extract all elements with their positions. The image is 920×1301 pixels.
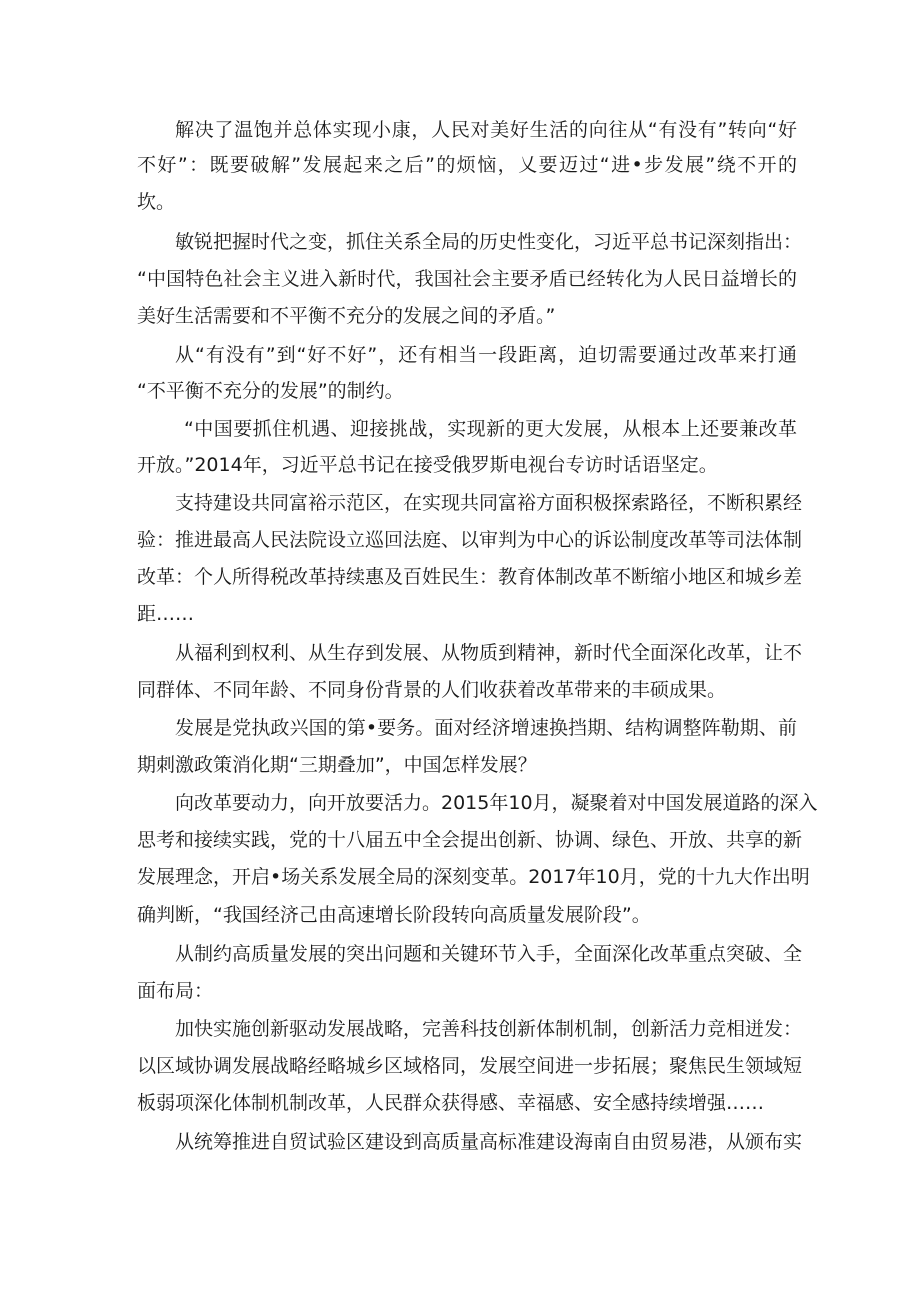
text-line: 面布局： — [137, 980, 214, 1002]
text-line: 验：推进最高人民法院设立巡回法庭、以审判为中心的诉讼制度改革等司法体制 — [137, 529, 803, 551]
text-line: 解决了温饱并总体实现小康，人民对美好生活的向往从“有没有”转向“好 — [175, 119, 797, 141]
text-line: 坎。 — [137, 191, 176, 213]
text-line: 从统筹推进自贸试验区建设到高质量高标准建设海南自由贸易港，从颁布实 — [175, 1131, 803, 1153]
text-line: 支持建设共同富裕示范区，在实现共同富裕方面积极探索路径，不断积累经 — [175, 492, 803, 514]
text-line: 思考和接续实践，党的十八届五中全会提出创新、协调、绿色、开放、共享的新 — [137, 829, 803, 851]
text-line: 期刺激政策消化期“三期叠加”，中国怎样发展？ — [137, 754, 537, 776]
text-line: 敏锐把握时代之变，抓住关系全局的历史性变化，习近平总书记深刻指出： — [175, 231, 803, 253]
text-line: 板弱项深化体制机制改革，人民群众获得感、幸福感、安全感持续增强…… — [137, 1092, 765, 1114]
text-line: “不平衡不充分的发展”的制约。 — [137, 380, 404, 402]
text-line: 加快实施创新驱动发展战略，完善科技创新体制机制，创新活力竞相迸发： — [175, 1018, 803, 1040]
text-line: 向改革要动力，向开放要活力。2015年10月，凝聚着对中国发展道路的深入 — [175, 792, 818, 814]
text-line: “中国要抓住机遇、迎接挑战，实现新的更大发展，从根本上还要兼改革 — [184, 418, 797, 440]
text-line: 以区域协调发展战略经略城乡区域格同，发展空间进一步拓展；聚焦民生领域短 — [137, 1055, 803, 1077]
text-line: 美好生活需要和不平衡不充分的发展之间的矛盾。” — [137, 305, 556, 327]
text-line: 同群体、不同年龄、不同身份背景的人们收获着改革带来的丰硕成果。 — [137, 679, 727, 701]
text-line: 从福利到权利、从生存到发展、从物质到精神，新时代全面深化改革，让不 — [175, 642, 803, 664]
text-line: 改革：个人所得税改革持续惠及百姓民生：教育体制改革不断缩小地区和城乡差 — [137, 566, 803, 588]
text-line: 确判断，“我国经济己由高速增长阶段转向高质量发展阶段”。 — [137, 904, 651, 926]
text-line: 不好”：既要破解”发展起来之后”的烦恼，乂要迈过“进•步发展”绕不开的 — [137, 154, 797, 176]
text-line: 发展理念，开启•场关系发展全局的深刻变革。2017年10月，党的十九大作出明 — [137, 866, 810, 888]
text-line: “中国特色社会主义进入新时代，我国社会主要矛盾已经转化为人民日益增长的 — [137, 268, 797, 290]
text-line: 发展是党执政兴国的第•要务。面对经济增速换挡期、结构调整阵勒期、前 — [175, 717, 797, 739]
text-line: 开放。”2014年，习近平总书记在接受俄罗斯电视台专访时话语坚定。 — [137, 454, 718, 476]
text-line: 距…… — [137, 603, 195, 625]
text-line: 从“有没有”到“好不好”，还有相当一段距离，迫切需要通过改革来打通 — [175, 344, 797, 366]
text-line: 从制约高质量发展的突出问题和关键环节入手，全面深化改革重点突破、全 — [175, 943, 803, 965]
